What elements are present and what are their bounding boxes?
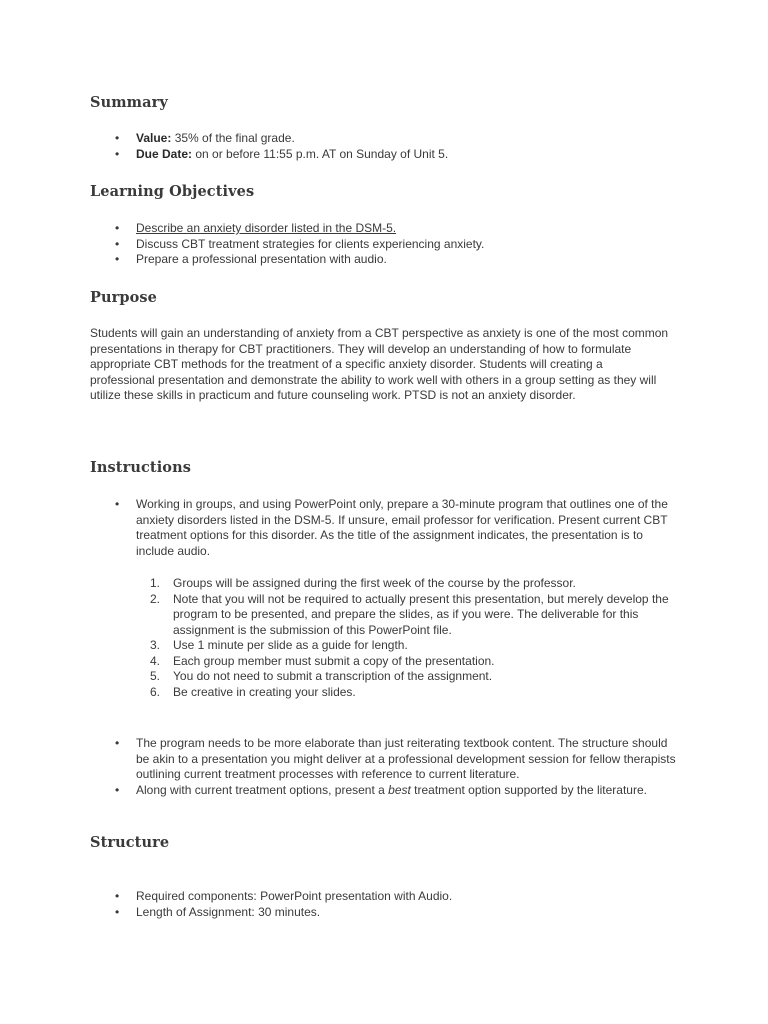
due-date-text: on or before 11:55 p.m. AT on Sunday of Unit 5. — [192, 146, 449, 161]
step-number: 5. — [150, 669, 161, 683]
list-item — [115, 782, 681, 799]
objective-link[interactable]: Describe an anxiety disorder listed in the DSM-5. — [136, 221, 397, 235]
purpose-heading: Purpose — [90, 289, 157, 306]
bullet-icon: • — [115, 252, 120, 266]
best-option-before: Along with current treatment options, present a — [136, 782, 389, 797]
best-emphasis: best — [388, 782, 411, 797]
structure-heading: Structure — [90, 834, 170, 851]
list-item — [150, 684, 703, 701]
list-item — [115, 221, 484, 237]
objectives-heading: Learning Objectives — [90, 183, 255, 200]
due-date-label: Due Date: — [136, 146, 193, 161]
instructions-extra-list — [112, 736, 681, 798]
list-item — [115, 904, 452, 921]
list-item — [115, 736, 681, 783]
instructions-intro-list — [112, 497, 681, 559]
list-item — [150, 591, 703, 639]
best-option-after: treatment option supported by the literature. — [410, 782, 647, 797]
bullet-icon: • — [115, 236, 120, 251]
bullet-icon: • — [115, 889, 120, 903]
structure-text: Required components: PowerPoint presentation with Audio. — [136, 889, 453, 903]
step-text: Note that you will not be required to actually present this presentation, but merely develop the program to be presented, and prepare the slides, as if you were. The deliverable for this assignment is the submission of this PowerPoint file. — [173, 591, 669, 637]
bullet-icon: • — [115, 497, 120, 511]
list-item — [115, 146, 449, 163]
bullet-icon: • — [115, 146, 120, 161]
list-item — [115, 236, 485, 253]
list-item — [115, 497, 681, 559]
step-text: You do not need to submit a transcription of the assignment. — [173, 669, 493, 683]
bullet-icon: • — [115, 904, 120, 919]
value-label: Value: — [136, 131, 172, 145]
instructions-intro: Working in groups, and using PowerPoint only, prepare a 30-minute program that outlines one of the anxiety disorders listed in the DSM-5. If unsure, email professor for verification. Present current CBT treatment options for this disorder. As the title of the assignment indicates, the presentation is to include audio. — [136, 497, 668, 558]
instructions-steps — [150, 576, 703, 700]
step-number: 2. — [150, 591, 161, 606]
step-number: 6. — [150, 684, 161, 699]
bullet-icon: • — [115, 221, 120, 235]
step-number: 1. — [150, 576, 161, 590]
list-item — [150, 669, 703, 685]
list-item — [150, 653, 703, 670]
step-number: 4. — [150, 653, 161, 668]
program-text: The program needs to be more elaborate than just reiterating textbook content. The structure should be akin to a presentation you might deliver at a professional development session for fellow therapists outlining current treatment processes with reference to current literature. — [136, 736, 676, 781]
step-text: Be creative in creating your slides. — [173, 684, 356, 699]
purpose-paragraph: Students will gain an understanding of anxiety from a CBT perspective as anxiety is one of the most common presentations in therapy for CBT practitioners. They will develop an understanding of how to formulate appropriate CBT methods for the treatment of a specific anxiety disorder. Students will creating a professional presentation and demonstrate the ability to work well with others in a group setting as they will utilize these skills in practicum and future counseling work. PTSD is not an anxiety disorder. — [90, 326, 669, 402]
value-text: 35% of the final grade. — [171, 131, 295, 145]
summary-list — [112, 131, 448, 162]
list-item — [150, 576, 703, 592]
structure-list — [112, 889, 452, 920]
step-text: Groups will be assigned during the first week of the course by the professor. — [173, 576, 576, 590]
summary-heading: Summary — [90, 94, 168, 111]
bullet-icon: • — [115, 736, 120, 750]
bullet-icon: • — [115, 131, 120, 145]
list-item — [115, 252, 484, 268]
objective-text: Prepare a professional presentation with audio. — [136, 252, 387, 266]
bullet-icon: • — [115, 782, 120, 797]
step-number: 3. — [150, 638, 161, 652]
step-text: Each group member must submit a copy of the presentation. — [173, 653, 495, 668]
step-text: Use 1 minute per slide as a guide for length. — [173, 638, 408, 652]
objectives-list — [112, 221, 484, 268]
objective-text: Discuss CBT treatment strategies for clients experiencing anxiety. — [136, 236, 485, 251]
list-item — [115, 131, 448, 147]
structure-text: Length of Assignment: 30 minutes. — [136, 904, 321, 919]
list-item — [115, 889, 453, 905]
instructions-heading: Instructions — [90, 459, 191, 476]
list-item — [150, 638, 703, 654]
